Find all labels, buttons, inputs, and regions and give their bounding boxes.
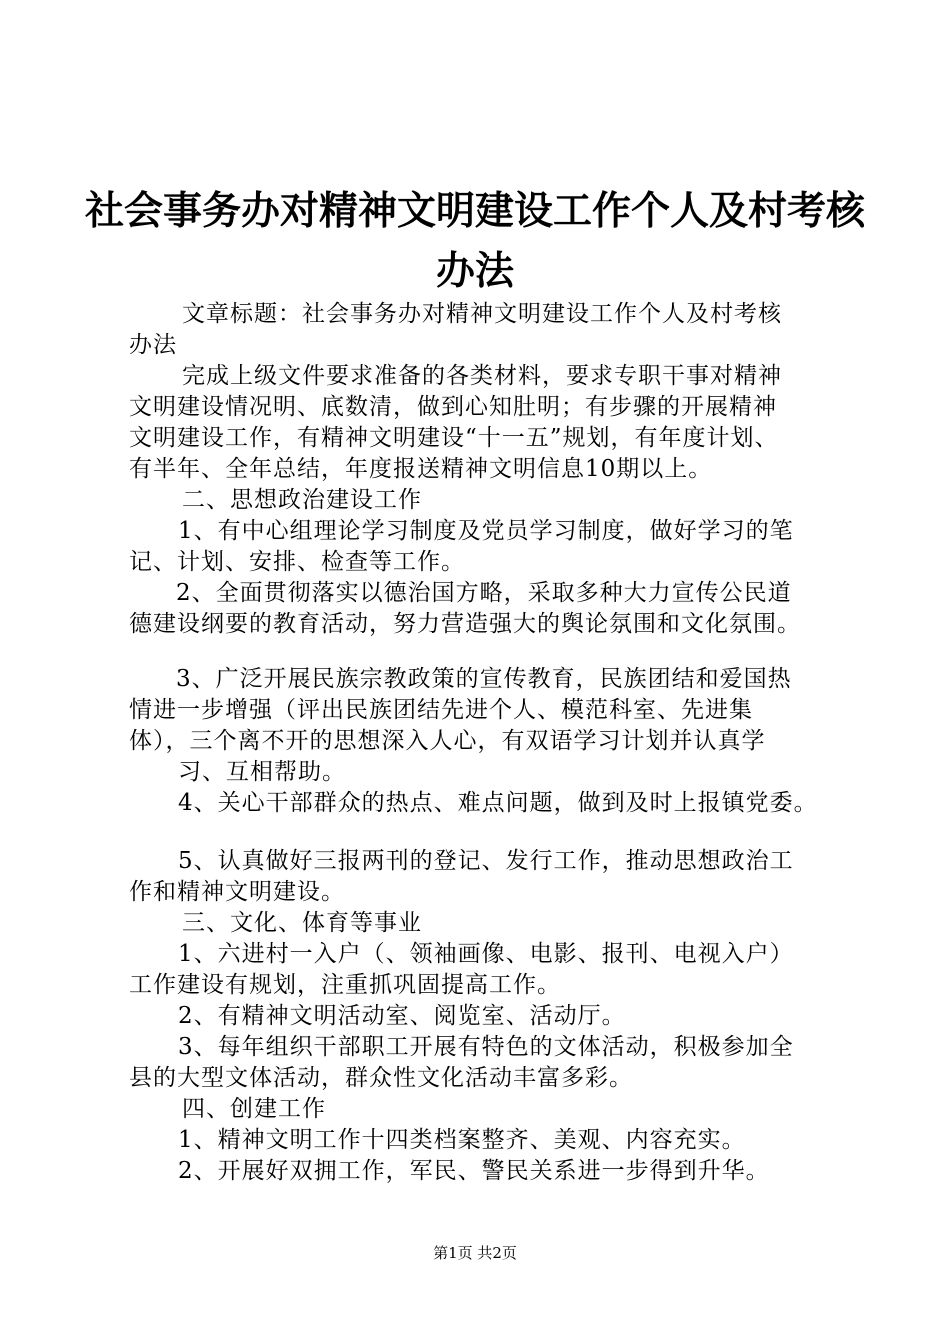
text-line: 文明建设工作，有精神文明建设“十一五”规划，有年度计划、 <box>129 425 779 451</box>
text-line: 情进一步增强（评出民族团结先进个人、模范科室、先进集 <box>129 697 753 723</box>
text-line: 4、关心干部群众的热点、难点问题，做到及时上报镇党委。 <box>178 790 818 816</box>
text-line: 1、有中心组理论学习制度及党员学习制度，做好学习的笔 <box>178 518 794 544</box>
text-line: 2、开展好双拥工作，军民、警民关系进一步得到升华。 <box>178 1158 770 1184</box>
text-line: 5、认真做好三报两刊的登记、发行工作，推动思想政治工 <box>178 848 794 874</box>
document-title-line-2: 办法 <box>435 248 514 294</box>
text-line: 工作建设有规划，注重抓巩固提高工作。 <box>129 972 561 998</box>
text-line: 3、广泛开展民族宗教政策的宣传教育，民族团结和爱国热 <box>176 666 792 692</box>
section-heading: 二、思想政治建设工作 <box>182 487 422 513</box>
text-line: 作和精神文明建设。 <box>129 879 345 905</box>
document-title-line-1: 社会事务办对精神文明建设工作个人及村考核 <box>84 188 865 234</box>
page-footer: 第1页 共2页 <box>433 1244 517 1262</box>
section-heading: 四、创建工作 <box>182 1096 326 1122</box>
text-line: 3、每年组织干部职工开展有特色的文体活动，积极参加全 <box>178 1034 794 1060</box>
text-line: 有半年、全年总结，年度报送精神文明信息10期以上。 <box>129 456 713 482</box>
text-line: 2、有精神文明活动室、阅览室、活动厅。 <box>178 1003 626 1029</box>
text-line: 1、六进村一入户（、领袖画像、电影、报刊、电视入户） <box>178 941 794 967</box>
text-line: 文明建设情况明、底数清，做到心知肚明；有步骤的开展精神 <box>129 394 777 420</box>
text-line: 体），三个离不开的思想深入人心，有双语学习计划并认真学 <box>129 728 766 754</box>
section-heading: 三、文化、体育等事业 <box>182 910 422 936</box>
text-line: 县的大型文体活动，群众性文化活动丰富多彩。 <box>129 1065 633 1091</box>
text-line: 2、全面贯彻落实以德治国方略，采取多种大力宣传公民道 <box>176 580 792 606</box>
text-line: 办法 <box>129 332 177 358</box>
text-line: 文章标题：社会事务办对精神文明建设工作个人及村考核 <box>182 301 782 327</box>
text-line: 1、精神文明工作十四类档案整齐、美观、内容充实。 <box>178 1127 746 1153</box>
text-line: 习、互相帮助。 <box>178 759 346 785</box>
text-line: 记、计划、安排、检查等工作。 <box>129 549 465 575</box>
text-line: 完成上级文件要求准备的各类材料，要求专职干事对精神 <box>182 363 782 389</box>
text-line: 德建设纲要的教育活动，努力营造强大的舆论氛围和文化氛围。 <box>129 611 801 637</box>
